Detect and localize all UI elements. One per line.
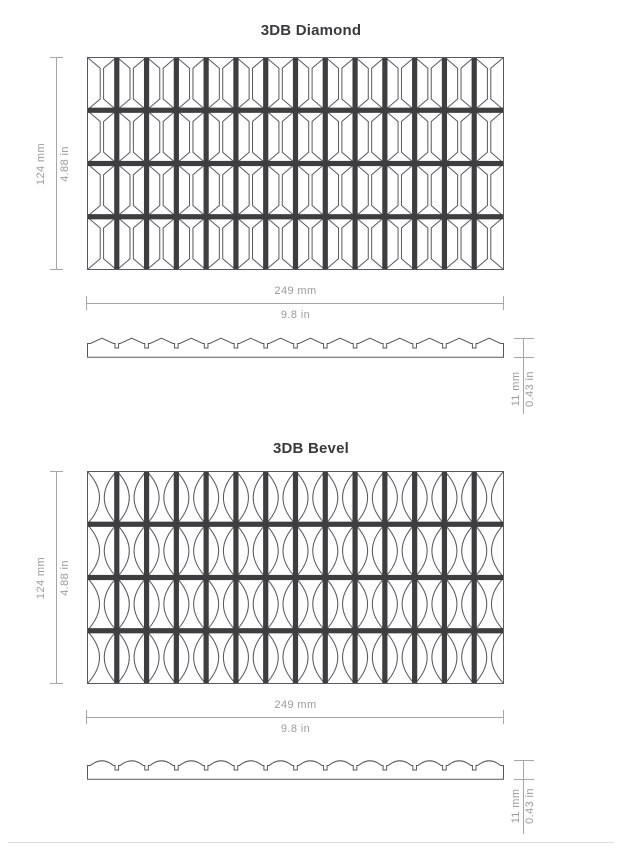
depth-dim-tick-top [514, 338, 534, 339]
profile-view-bevel [87, 759, 504, 780]
depth-label-in: 0.43 in [524, 788, 536, 824]
height-label-in: 4.88 in [59, 146, 71, 182]
width-label-mm: 249 mm [274, 285, 317, 297]
width-label-in: 9.8 in [280, 309, 311, 321]
height-label-mm: 124 mm [35, 142, 47, 186]
front-view-diamond [87, 57, 504, 270]
width-dim-line [87, 303, 504, 304]
height-dim-tick-top [50, 57, 63, 58]
height-label-mm: 124 mm [35, 556, 47, 600]
height-dim-tick-bottom [50, 683, 63, 684]
page-bottom-border [8, 842, 614, 843]
depth-label-mm: 11 mm [510, 788, 522, 824]
height-label-in: 4.88 in [59, 560, 71, 596]
front-view-bevel [87, 471, 504, 684]
width-label-mm: 249 mm [274, 699, 317, 711]
width-label-in: 9.8 in [280, 723, 311, 735]
product-title-diamond: 3DB Diamond [260, 22, 362, 39]
product-title-bevel: 3DB Bevel [272, 440, 349, 457]
depth-dim-tick-top [514, 760, 534, 761]
width-dim-line [87, 717, 504, 718]
depth-label-in: 0.43 in [524, 371, 536, 407]
height-dim-tick-bottom [50, 269, 63, 270]
profile-view-diamond [87, 337, 504, 358]
depth-label-mm: 11 mm [510, 371, 522, 407]
height-dim-tick-top [50, 471, 63, 472]
